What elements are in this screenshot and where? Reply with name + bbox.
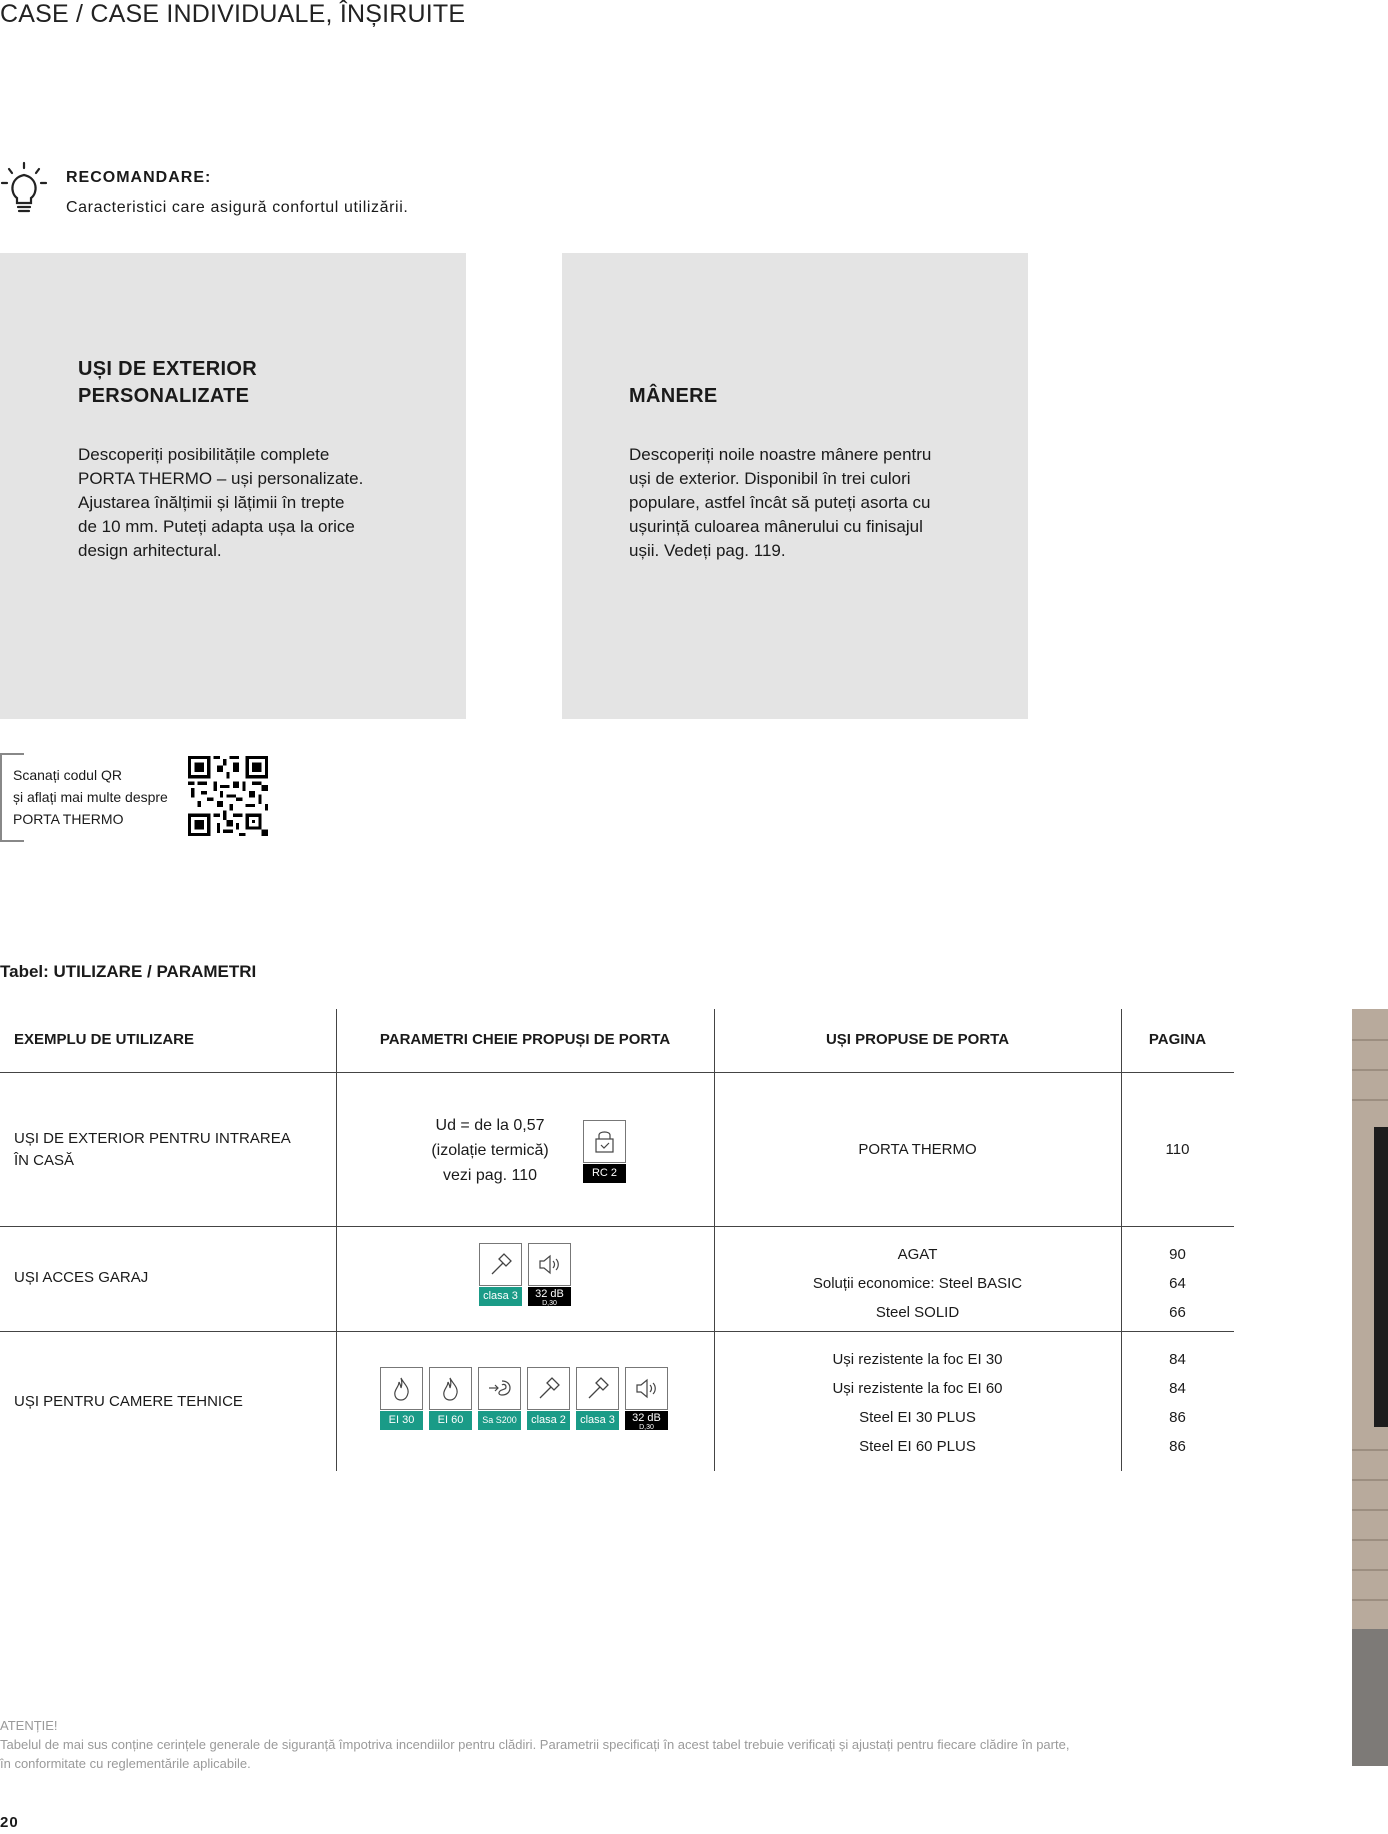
burglary-class2-badge: clasa 2 (527, 1367, 570, 1430)
fire-ei30-badge: EI 30 (380, 1367, 423, 1430)
hammer-icon (486, 1250, 515, 1279)
speaker-icon (535, 1250, 564, 1279)
rc2-badge: RC 2 (583, 1120, 626, 1183)
card-text: Descoperiți posibilitățile complete PORTA THERMO – uși personalizate. Ajustarea înălțimii și lățimii în trepte de 10 mm. Puteți adapta ușa la orice design arhitectural. (78, 445, 364, 560)
table-row-usage: UȘI PENTRU CAMERE TEHNICE (14, 1393, 243, 1410)
acoustic-badge: 32 dB D,30 (528, 1243, 571, 1306)
acoustic-badge: 32 dB D,30 (625, 1367, 668, 1430)
attention-note: ATENȚIE! Tabelul de mai sus conține cerințele generale de siguranță împotriva incendiilor pentru clădiri. Parametrii specificați în acest tabel trebuie verificați și ajustați pentru fiecare clădire în parte, în conformitate cu reglementările aplicabile. (0, 1718, 1070, 1771)
card-handles (562, 253, 1028, 719)
table-caption: Tabel: UTILIZARE / PARAMETRI (0, 962, 257, 981)
col-header-page: PAGINA (1148, 1031, 1207, 1048)
door-name: PORTA THERMO (858, 1141, 977, 1158)
col-header-doors: UȘI PROPUSE DE PORTA (825, 1031, 1010, 1048)
page-number: 20 (0, 1814, 19, 1831)
door-list: Uși rezistente la foc EI 30 Uși rezistente la foc EI 60 Steel EI 30 PLUS Steel EI 60 PLUS (832, 1351, 1003, 1455)
table-row-usage: UȘI ACCES GARAJ (14, 1269, 149, 1286)
lock-shield-icon (590, 1127, 619, 1156)
hammer-icon (583, 1374, 612, 1403)
col-header-usage: EXEMPLU DE UTILIZARE (14, 1031, 195, 1048)
door-list: AGAT Soluții economice: Steel BASIC Steel SOLID (812, 1246, 1023, 1321)
smoke-icon (485, 1374, 514, 1403)
smoke-badge: Sa S200 (478, 1367, 521, 1430)
qr-code[interactable] (188, 756, 268, 836)
card-custom-doors (0, 253, 466, 719)
page-ref: 110 (1165, 1141, 1190, 1158)
flame-icon (436, 1374, 465, 1403)
page-refs: 90 64 66 (1169, 1246, 1186, 1321)
thermal-insulation-text: Ud = de la 0,57 (izolație termică) vezi pag. 110 (431, 1117, 549, 1184)
col-header-params: PARAMETRI CHEIE PROPUȘI DE PORTA (379, 1031, 671, 1048)
recommendation-title: RECOMANDARE: (66, 169, 212, 186)
burglary-class3-badge: clasa 3 (576, 1367, 619, 1430)
recommendation-text: Caracteristici care asigură confortul utilizării. (66, 199, 409, 216)
burglary-class-badge: clasa 3 (479, 1243, 522, 1306)
flame-icon (387, 1374, 416, 1403)
card-title: MÂNERE (629, 385, 718, 407)
fire-ei60-badge: EI 60 (429, 1367, 472, 1430)
page-refs: 84 84 86 86 (1169, 1351, 1186, 1455)
card-text: Descoperiți noile noastre mânere pentru uși de exterior. Disponibil în trei culori populare, astfel încât să puteți asorta cu ușurință culoarea mânerului cu finisajul ușii. Vedeți pag. 119. (629, 445, 932, 560)
table-row-usage: UȘI DE EXTERIOR PENTRU INTRAREA ÎN CASĂ (14, 1130, 291, 1169)
speaker-icon (632, 1374, 661, 1403)
lightbulb-icon (0, 158, 56, 218)
page-title: CASE / CASE INDIVIDUALE, ÎNȘIRUITE (0, 0, 466, 28)
qr-caption: Scanați codul QR și aflați mai multe despre PORTA THERMO (13, 767, 168, 827)
building-photo (1352, 1009, 1388, 1766)
hammer-icon (534, 1374, 563, 1403)
card-title: UȘI DE EXTERIOR PERSONALIZATE (78, 358, 257, 407)
